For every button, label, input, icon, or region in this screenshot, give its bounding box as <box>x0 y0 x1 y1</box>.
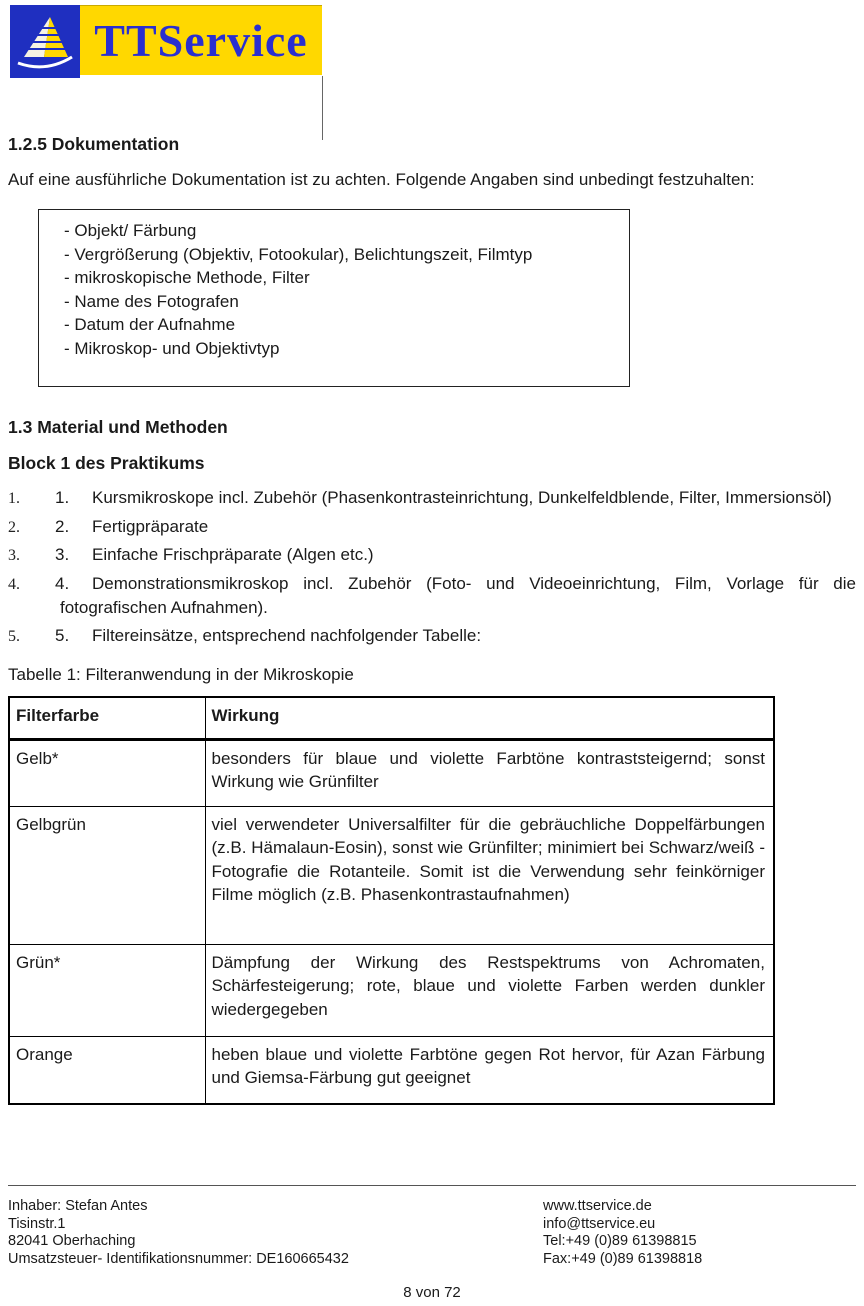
footer-owner: Inhaber: Stefan Antes <box>8 1198 148 1214</box>
filter-effect-cell: besonders für blaue und violette Farbtöne kontraststeigernd; sonst Wirkung wie Grünfilter <box>205 739 774 806</box>
filter-effect-cell: Dämpfung der Wirkung des Restspektrums von Achromaten, Schärfesteigerung; rote, blaue und violette Farben werden dunkler wiedergegeben <box>205 944 774 1036</box>
footer-fax: Fax:+49 (0)89 61398818 <box>543 1250 703 1267</box>
numbered-item-1 <box>8 486 856 511</box>
boxed-list-item: - Mikroskop- und Objektivtyp <box>64 338 280 358</box>
documentation-items-box <box>38 209 630 387</box>
filter-color-cell: Grün* <box>9 944 205 1036</box>
filter-color-cell: Gelb* <box>9 739 205 806</box>
numbered-item-2 <box>8 515 856 540</box>
table-row <box>9 806 774 944</box>
intro-paragraph: Auf eine ausführliche Dokumentation ist zu achten. Folgende Angaben sind unbedingt festzuhalten: <box>8 170 755 189</box>
footer-vat-id: Umsatzsteuer- Identifikationsnummer: DE160665432 <box>8 1250 349 1267</box>
footer-contact-info <box>543 1198 856 1268</box>
table-caption: Tabelle 1: Filteranwendung in der Mikroskopie <box>8 665 354 684</box>
footer-email: info@ttservice.eu <box>543 1215 656 1232</box>
section-heading-1-3: 1.3 Material und Methoden <box>8 417 228 437</box>
boxed-list-item: - mikroskopische Methode, Filter <box>64 268 310 287</box>
footer-website: www.ttservice.de <box>543 1198 652 1214</box>
list-number-outer: 5. <box>8 627 20 645</box>
filter-color-cell: Orange <box>9 1036 205 1104</box>
brand-name: TTService <box>94 14 308 66</box>
boxed-list-item: - Name des Fotografen <box>64 291 239 311</box>
logo-divider-line <box>322 76 323 140</box>
list-number-inner: 3. <box>55 545 70 564</box>
list-item-text: Einfache Frischpräparate (Algen etc.) <box>92 545 374 564</box>
logo-banner <box>80 5 322 75</box>
list-number-outer: 1. <box>8 490 20 507</box>
table-header-row <box>9 697 774 739</box>
footer-street: Tisinstr.1 <box>8 1215 66 1232</box>
column-header-filterfarbe: Filterfarbe <box>9 697 205 739</box>
column-header-wirkung: Wirkung <box>205 697 774 739</box>
list-number-inner: 5. <box>55 625 70 645</box>
numbered-item-5 <box>8 624 856 649</box>
numbered-item-4 <box>8 572 856 620</box>
page-number: 8 von 72 <box>403 1284 461 1301</box>
list-number-inner: 1. <box>55 488 70 507</box>
list-item-text: Filtereinsätze, entsprechend nachfolgender Tabelle: <box>92 625 482 645</box>
footer-city: 82041 Oberhaching <box>8 1233 136 1249</box>
boxed-list-item: - Vergrößerung (Objektiv, Fotookular), Belichtungszeit, Filmtyp <box>64 244 533 264</box>
document-body <box>8 134 856 1105</box>
list-number-inner: 2. <box>55 516 70 536</box>
filter-effect-cell: viel verwendeter Universalfilter für die gebräuchliche Doppelfärbungen (z.B. Hämalaun-Eosin), sonst wie Grünfilter; minimiert bei Schwarz/weiß -Fotografie die Rotanteile. Somit ist die Verwendung sehr feinkörniger Filme möglich (z.B. Phasenkontrastaufnahmen) <box>205 806 774 944</box>
filter-table <box>8 696 775 1105</box>
list-number-outer: 2. <box>8 518 20 536</box>
footer-company-info <box>8 1198 543 1268</box>
filter-color-cell: Gelbgrün <box>9 806 205 944</box>
list-number-outer: 3. <box>8 547 20 564</box>
materials-list <box>8 486 856 648</box>
table-row <box>9 944 774 1036</box>
boxed-list-item: - Objekt/ Färbung <box>64 221 197 240</box>
list-number-outer: 4. <box>8 575 20 593</box>
footer-phone: Tel:+49 (0)89 61398815 <box>543 1233 697 1249</box>
table-row <box>9 739 774 806</box>
boxed-list-item: - Datum der Aufnahme <box>64 315 236 334</box>
ttservice-logo-icon <box>10 5 80 78</box>
logo <box>10 5 322 78</box>
table-row <box>9 1036 774 1104</box>
footer-divider <box>8 1185 856 1186</box>
filter-effect-cell: heben blaue und violette Farbtöne gegen Rot hervor, für Azan Färbung und Giemsa-Färbung gut geeignet <box>205 1036 774 1104</box>
numbered-item-3 <box>8 543 856 568</box>
list-item-text: Kursmikroskope incl. Zubehör (Phasenkontrasteinrichtung, Dunkelfeldblende, Filter, Immersionsöl) <box>92 488 832 507</box>
list-number-inner: 4. <box>55 573 70 593</box>
footer <box>8 1198 856 1268</box>
block-1-subheading: Block 1 des Praktikums <box>8 453 205 473</box>
section-heading-1-2-5: 1.2.5 Dokumentation <box>8 134 180 154</box>
list-item-text: Fertigpräparate <box>92 516 209 536</box>
list-item-text: Demonstrationsmikroskop incl. Zubehör (Foto- und Videoeinrichtung, Film, Vorlage für die fotografischen Aufnahmen). <box>60 573 856 617</box>
